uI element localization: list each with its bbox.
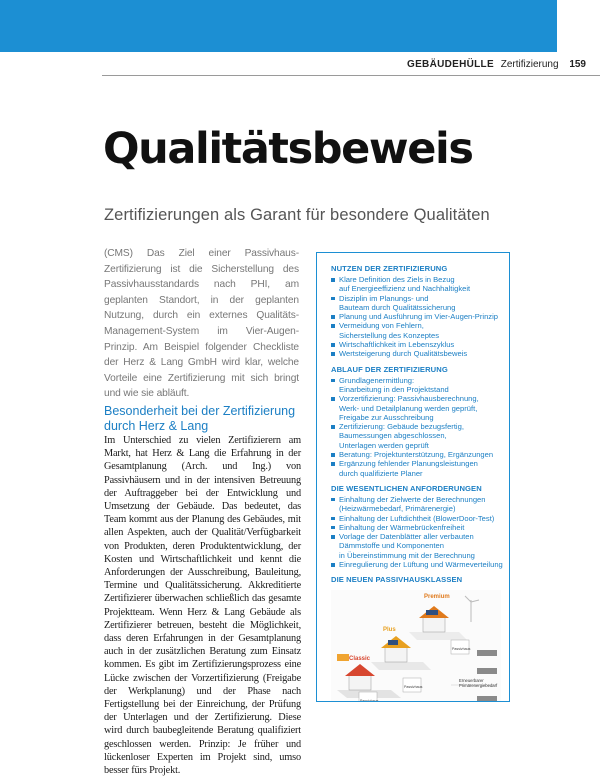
premium-platform bbox=[409, 632, 467, 640]
premium-house bbox=[419, 596, 479, 632]
plus-seal-label: Passivhaus bbox=[404, 685, 423, 690]
box-list bbox=[331, 376, 503, 478]
top-color-bar bbox=[0, 0, 557, 52]
legend-bar-1 bbox=[477, 650, 497, 656]
list-item: Vorzertifizierung: Passivhausberechnung, Werk- und Detailplanung werden geprüft, Freigabe zur Ausschreibung bbox=[331, 394, 503, 422]
class-premium: Premium bbox=[424, 594, 450, 601]
body-paragraph: Im Unterschied zu vielen Zertifizierern am Markt, hat Herz & Lang die Erfahrung in der Gesamtplanung (Arch. und Ing.) von Passivhäusern und in der intensiven Betreuung der Auftraggeber bei der Entwicklung und Umsetzung der Gebäude. Das bedeutet, das Team kommt aus der Planung des Gebäudes, mit allen Aspekten, auch der Qualität/Verfügbarkeit von Produkten, deren Produktentwicklung, der Kosten und Wirtschaftlichkeit und kennt die Anforderungen der Ausschreibung, Bauleitung, Termine und Qualitätssicherung. Akkreditierte Zertifizierer überwachen schließlich das gesamte Projektteam. Wenn Herz & Lang Gebäude als Zertifizierer betreuen, besteht die Möglichkeit, dass deren Erfahrungen in der Gesamtplanung auch in der zusätzlichen Beratung zum Einsatz kommen. Es gibt im Zertifizierungsprozess eine Lücke zwischen der Vorzertifizierung (Freigabe der Werkplanung) und der Phase nach Fertigstellung bei der Einreichung, der Prüfung der Unterlagen und der Zertifizierung. Diese wird durch baubegleitende Beratung qualifiziert geschlossen werden. Prinzip: Je früher und lückenloser Experten im Projekt sind, umso besser fürs Projekt. bbox=[104, 435, 301, 777]
header-rule bbox=[102, 75, 600, 76]
list-item: Einhaltung der Zielwerte der Berechnungen (Heizwärmebedarf, Primärenergie) bbox=[331, 495, 503, 514]
box-list bbox=[331, 275, 503, 359]
plus-platform bbox=[371, 662, 431, 670]
page-number: 159 bbox=[569, 59, 586, 70]
class-plus: Plus bbox=[383, 627, 396, 634]
primary-energy-label: Erneuerbarer Primärenergiebedarf bbox=[459, 678, 498, 689]
list-item: Vorlage der Datenblätter aller verbauten Dämmstoffe und Komponenten in Übereinstimmung mit der Berechnung bbox=[331, 532, 503, 560]
running-header bbox=[407, 59, 586, 70]
article-title: Qualitätsbeweis bbox=[103, 124, 473, 174]
box-section-ablauf bbox=[331, 365, 503, 478]
box-heading: DIE NEUEN PASSIVHAUSKLASSEN bbox=[331, 575, 463, 585]
checklist-box bbox=[316, 252, 510, 702]
premium-seal-label: Passivhaus bbox=[452, 647, 471, 652]
list-item: Disziplin im Planungs- und Bauteam durch Qualitätssicherung bbox=[331, 294, 503, 313]
passivhaus-classes-figure bbox=[331, 590, 501, 702]
box-heading: NUTZEN DER ZERTIFIZIERUNG bbox=[331, 264, 448, 273]
box-section-anforderungen bbox=[331, 484, 503, 569]
box-section-klassen bbox=[331, 575, 503, 702]
list-item: Klare Definition des Ziels in Bezug auf Energieeffizienz und Nachhaltigkeit bbox=[331, 275, 503, 294]
list-item: Wirtschaftlichkeit im Lebenszyklus bbox=[331, 340, 503, 349]
list-item: Beratung: Projektunterstützung, Ergänzungen bbox=[331, 450, 503, 459]
legend-bar-3 bbox=[477, 696, 497, 702]
article-subtitle: Zertifizierungen als Garant für besondere Qualitäten bbox=[104, 206, 490, 224]
class-classic: Classic bbox=[349, 656, 371, 663]
section-heading: Besonderheit bei der Zertifizierung durch Herz & Lang bbox=[104, 404, 296, 433]
classic-house bbox=[345, 664, 375, 690]
list-item: Wertsteigerung durch Qualitätsbeweis bbox=[331, 349, 503, 358]
subsection-label: Zertifizierung bbox=[500, 59, 559, 70]
plus-house bbox=[381, 636, 411, 662]
box-section-nutzen bbox=[331, 264, 503, 359]
list-item: Zertifizierung: Gebäude bezugsfertig, Baumessungen abgeschlossen, Unterlagen werden geprüft bbox=[331, 422, 503, 450]
list-item: Grundlagenermittlung: Einarbeitung in den Projektstand bbox=[331, 376, 503, 395]
legend-bar-2 bbox=[477, 668, 497, 674]
section-label: GEBÄUDEHÜLLE bbox=[407, 59, 494, 70]
intro-paragraph: (CMS) Das Ziel einer Passivhaus-Zertifizierung ist die Sicherstellung des Passivhausstandards nach PHI, am geplanten Standort, in der geplanten Nutzung, durch ein externes Qualitäts-Management-System im Vier-Augen-Prinzip. Am Beispiel folgender Checkliste der Herz & Lang GmbH wird klar, welche Vorteile eine Zertifizierung mit sich bringt und wie sie abläuft. bbox=[104, 248, 299, 400]
list-item: Ergänzung fehlender Planungsleistungen durch qualifizierte Planer bbox=[331, 459, 503, 478]
box-heading: ABLAUF DER ZERTIFIZIERUNG bbox=[331, 364, 448, 374]
box-list bbox=[331, 495, 503, 569]
classic-seal-label: Passivhaus bbox=[360, 699, 379, 702]
list-item: Planung und Ausführung im Vier-Augen-Prinzip bbox=[331, 312, 503, 321]
classic-badge bbox=[337, 654, 349, 661]
list-item: Einregulierung der Lüftung und Wärmeverteilung bbox=[331, 560, 503, 569]
list-item: Einhaltung der Wärmebrückenfreiheit bbox=[331, 523, 503, 532]
list-item: Einhaltung der Luftdichtheit (BlowerDoor-Test) bbox=[331, 514, 503, 523]
list-item: Vermeidung von Fehlern, Sicherstellung des Konzeptes bbox=[331, 321, 503, 340]
box-heading: DIE WESENTLICHEN ANFORDERUNGEN bbox=[331, 483, 482, 493]
